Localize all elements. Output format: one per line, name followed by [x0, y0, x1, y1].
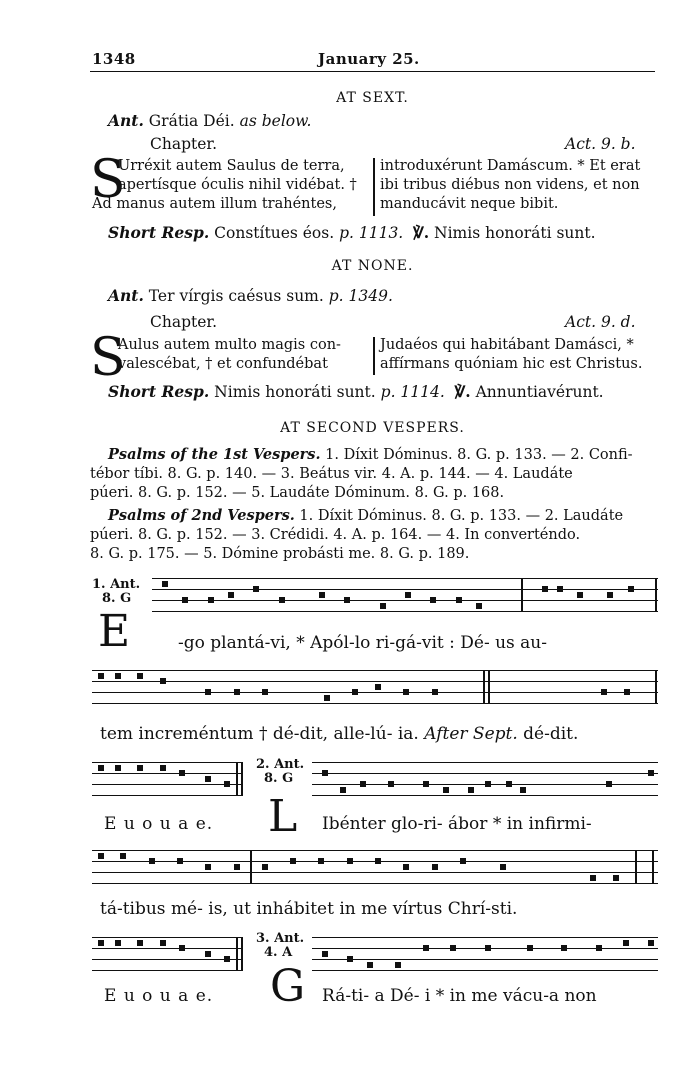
staff-line — [312, 959, 658, 960]
bar-line — [521, 578, 523, 612]
neume — [623, 940, 629, 946]
neume — [403, 689, 409, 695]
neume — [590, 875, 596, 881]
neume — [179, 770, 185, 776]
neume — [319, 592, 325, 598]
staff-line — [92, 937, 242, 938]
bar-line — [655, 670, 657, 704]
sext-short-response: Short Resp. Constítues éos. p. 1113. ℣. Nimis honoráti sunt. — [108, 223, 596, 242]
neume — [388, 781, 394, 787]
neume — [432, 689, 438, 695]
euouae: E u o u a e. — [104, 814, 214, 834]
neume — [344, 597, 350, 603]
neume — [318, 858, 324, 864]
neume — [324, 695, 330, 701]
ant-text: Grátia Déi. — [148, 112, 235, 130]
neume — [375, 684, 381, 690]
neume — [430, 597, 436, 603]
neume — [460, 858, 466, 864]
staff-line — [92, 670, 658, 671]
bar-line — [483, 670, 485, 704]
chant-initial: G — [270, 961, 306, 1012]
neume — [160, 765, 166, 771]
neume — [577, 592, 583, 598]
neume — [347, 956, 353, 962]
staff-line — [312, 762, 658, 763]
neume — [347, 858, 353, 864]
neume — [98, 673, 104, 679]
neume — [137, 673, 143, 679]
bar-line — [236, 762, 238, 796]
chant-initial: L — [268, 791, 298, 842]
neume — [423, 945, 429, 951]
neume — [290, 858, 296, 864]
neume — [98, 765, 104, 771]
staff-line — [152, 611, 658, 612]
staff-line — [92, 762, 242, 763]
neume — [234, 864, 240, 870]
chant-staff — [312, 762, 658, 796]
text-line: introduxérunt Damáscum. * Et erat — [380, 158, 641, 174]
column-divider — [373, 158, 375, 216]
psalms-first-vespers: Psalms of the 1st Vespers. 1. Díxit Dóminus. 8. G. p. 133. — 2. Confi- tébor tíbi. 8. G. p. 140. — 3. Beátus vir. 4. A. p. 144. — 4. Laudáte púeri. 8. G. p. 152. — 5. Laudáte Dóminum. 8. G. p. 168. — [90, 446, 633, 501]
staff-line — [92, 883, 658, 884]
neume — [279, 597, 285, 603]
neume — [224, 781, 230, 787]
chapter-right-column: Judaéos qui habitábant Damásci, * affírmans quóniam hic est Christus. — [380, 337, 643, 372]
none-antiphon: Ant. Ter vírgis caésus sum. p. 1349. — [108, 286, 393, 305]
staff-line — [152, 589, 658, 590]
neume — [561, 945, 567, 951]
chant-initial: E — [98, 606, 131, 657]
neume — [322, 951, 328, 957]
text-line: ibi tribus diébus non videns, et non — [380, 177, 640, 193]
neume — [179, 945, 185, 951]
neume — [262, 864, 268, 870]
bar-line — [488, 670, 490, 704]
staff-line — [92, 784, 242, 785]
chant-lyrics: Rá-ti- a Dé- i * in me vácu-a non — [322, 986, 597, 1006]
bar-line — [635, 850, 637, 884]
neume — [98, 940, 104, 946]
text-line: Ad manus autem illum trahéntes, — [92, 196, 337, 212]
vespers-heading: AT SECOND VESPERS. — [280, 420, 465, 436]
bar-line — [241, 762, 243, 796]
bar-line — [250, 850, 252, 884]
staff-line — [92, 773, 242, 774]
neume — [506, 781, 512, 787]
chapter-ref: Act. 9. d. — [565, 313, 636, 331]
neume — [262, 689, 268, 695]
ant-label: Ant. — [108, 111, 144, 130]
none-heading: AT NONE. — [331, 258, 414, 274]
neume — [557, 586, 563, 592]
chant-staff — [92, 762, 242, 796]
neume — [177, 858, 183, 864]
neume — [228, 592, 234, 598]
bar-line — [241, 937, 243, 971]
sext-heading: AT SEXT. — [336, 90, 409, 106]
bar-line — [236, 937, 238, 971]
staff-line — [92, 692, 658, 693]
column-divider — [373, 337, 375, 375]
neume — [596, 945, 602, 951]
neume — [527, 945, 533, 951]
neume — [405, 592, 411, 598]
bar-line — [652, 850, 654, 884]
staff-line — [152, 578, 658, 579]
neume — [476, 603, 482, 609]
dropcap: S — [90, 328, 126, 388]
psalms-second-vespers: Psalms of 2nd Vespers. 1. Díxit Dóminus. 8. G. p. 133. — 2. Laudáte púeri. 8. G. p. 152. — 3. Crédidi. 4. A. p. 164. — 4. In converténdo. 8. G. p. 175. — 5. Dómine probásti me. 8. G. p. 189. — [90, 507, 624, 562]
neume — [234, 689, 240, 695]
neume — [520, 787, 526, 793]
neume — [648, 770, 654, 776]
chapter-left-column: Aulus autem multo magis con- valescébat, † et confundébat — [118, 337, 341, 372]
neume — [375, 858, 381, 864]
neume — [500, 864, 506, 870]
chapter-right-column — [380, 157, 640, 214]
neume — [628, 586, 634, 592]
versicle-icon: ℣. — [413, 223, 430, 242]
staff-line — [312, 795, 658, 796]
chant-staff — [92, 850, 658, 884]
chant-lyrics: -go plantá-vi, * Apól-lo ri-gá-vit : Dé- us au- — [178, 633, 548, 653]
staff-line — [92, 681, 658, 682]
staff-line — [92, 959, 242, 960]
neume — [403, 864, 409, 870]
neume — [224, 956, 230, 962]
staff-line — [152, 600, 658, 601]
neume — [340, 787, 346, 793]
antiphon-2-label: 2. Ant. 8. G — [256, 757, 305, 786]
neume — [208, 597, 214, 603]
neume — [648, 940, 654, 946]
neume — [115, 673, 121, 679]
neume — [160, 678, 166, 684]
text-line: Urréxit autem Saulus de terra, — [118, 158, 345, 174]
chapter-ref: Act. 9. b. — [565, 135, 636, 153]
neume — [485, 945, 491, 951]
chant-staff — [92, 670, 658, 704]
neume — [205, 864, 211, 870]
neume — [352, 689, 358, 695]
neume — [443, 787, 449, 793]
dropcap: S — [90, 150, 126, 210]
chapter-label: Chapter. — [150, 313, 218, 331]
page-number: 1348 — [92, 50, 136, 68]
staff-line — [92, 948, 242, 949]
staff-line — [312, 970, 658, 971]
neume — [98, 853, 104, 859]
neume — [205, 776, 211, 782]
antiphon-3-label: 3. Ant. 4. A — [256, 931, 305, 960]
neume — [601, 689, 607, 695]
neume — [149, 858, 155, 864]
chapter-left-column — [118, 157, 357, 195]
neume — [137, 765, 143, 771]
staff-line — [92, 795, 242, 796]
chant-staff — [92, 937, 242, 971]
neume — [367, 962, 373, 968]
neume — [542, 586, 548, 592]
running-title: January 25. — [318, 50, 420, 68]
text-line: manducávit neque bibit. — [380, 196, 559, 212]
neume — [205, 689, 211, 695]
neume — [205, 951, 211, 957]
neume — [468, 787, 474, 793]
neume — [395, 962, 401, 968]
neume — [162, 581, 168, 587]
text-line: apertísque óculis nihil vidébat. † — [118, 177, 357, 193]
header-rule — [90, 71, 655, 72]
neume — [380, 603, 386, 609]
staff-line — [92, 850, 658, 851]
neume — [456, 597, 462, 603]
neume — [253, 586, 259, 592]
neume — [607, 592, 613, 598]
neume — [160, 940, 166, 946]
neume — [182, 597, 188, 603]
neume — [606, 781, 612, 787]
versicle-icon: ℣. — [454, 382, 471, 401]
neume — [120, 853, 126, 859]
staff-line — [92, 970, 242, 971]
neume — [115, 765, 121, 771]
neume — [360, 781, 366, 787]
chant-staff — [152, 578, 658, 612]
chant-lyrics: tem increméntum † dé-dit, alle-lú- ia. After Sept. dé-dit. — [100, 724, 579, 744]
neume — [322, 770, 328, 776]
neume — [613, 875, 619, 881]
none-short-response: Short Resp. Nimis honoráti sunt. p. 1114. ℣. Annuntiavérunt. — [108, 382, 604, 401]
chant-staff — [312, 937, 658, 971]
sext-antiphon — [108, 111, 311, 130]
staff-line — [312, 773, 658, 774]
neume — [432, 864, 438, 870]
neume — [485, 781, 491, 787]
neume — [423, 781, 429, 787]
neume — [115, 940, 121, 946]
staff-line — [92, 872, 658, 873]
antiphon-1-label: 1. Ant. 8. G — [92, 577, 141, 606]
staff-line — [312, 937, 658, 938]
chapter-label: Chapter. — [150, 135, 218, 153]
ant-ref: as below. — [239, 112, 312, 130]
neume — [137, 940, 143, 946]
bar-line — [655, 578, 657, 612]
chant-lyrics: Ibénter glo-ri- ábor * in infirmi- — [322, 814, 592, 834]
euouae: E u o u a e. — [104, 986, 214, 1006]
chant-lyrics: tá-tibus mé- is, ut inhábitet in me vírtus Chrí-sti. — [100, 899, 518, 919]
staff-line — [92, 703, 658, 704]
neume — [450, 945, 456, 951]
neume — [624, 689, 630, 695]
